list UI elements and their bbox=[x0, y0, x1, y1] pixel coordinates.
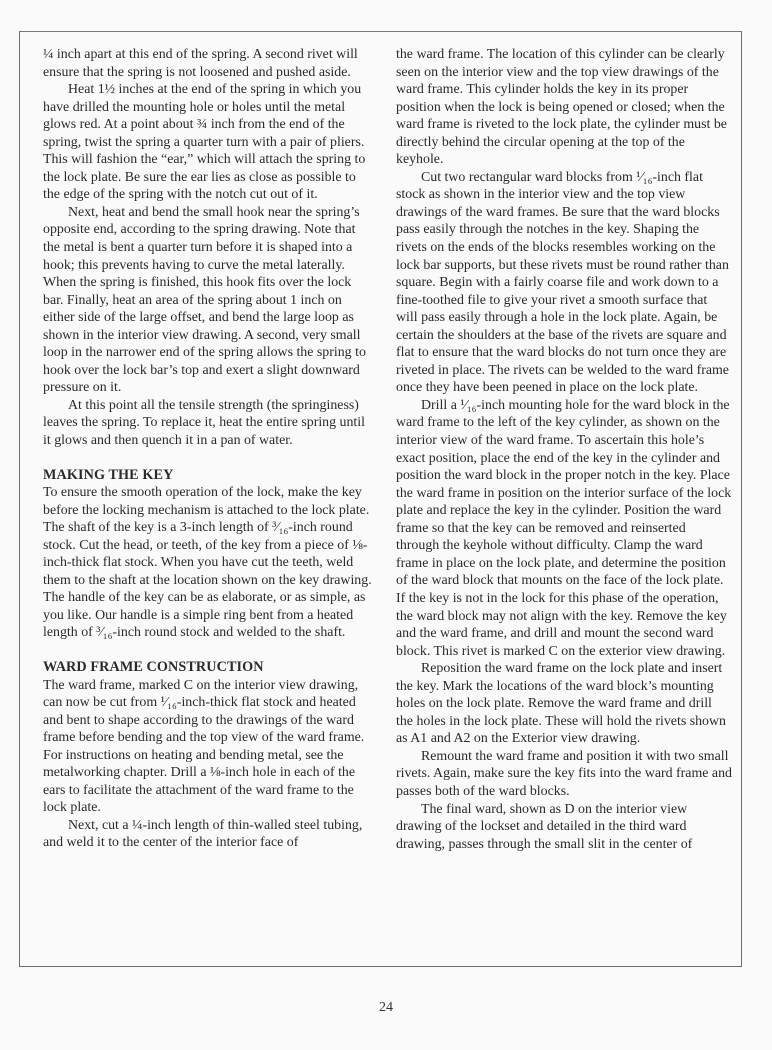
paragraph: To ensure the smooth operation of the lock, make the key before the locking mechanism is attached to the lock plate. The shaft of the key is a 3-inch length of ³⁄₁₆-inch round stock. Cut the head, or teeth, of the key from a piece of ⅛-inch-thick flat stock. When you have cut the teeth, weld them to the shaft at the location shown on the key drawing. The handle of the key can be as elaborate, or as simple, as you like. Our handle is a simple ring bent from a heated length of ³⁄₁₆-inch round stock and welded to the shaft. bbox=[43, 485, 372, 641]
paragraph: ¼ inch apart at this end of the spring. A second rivet will ensure that the spring is not loosened and pushed aside. bbox=[43, 47, 358, 80]
paragraph: The ward frame, marked C on the interior view drawing, can now be cut from ¹⁄₁₆-inch-thick flat stock and heated and bent to shape according to the drawings of the ward frame before bending and the top view of the ward frame. For instructions on heating and bending metal, see the metalworking chapter. Drill a ⅛-inch hole in each of the ears to facilitate the attachment of the ward frame to the lock plate. bbox=[43, 677, 365, 816]
section-heading-ward-frame-construction: WARD FRAME CONSTRUCTION bbox=[43, 659, 264, 675]
paragraph: The final ward, shown as D on the interior view drawing of the lockset and detailed in the third ward drawing, passes through the small slit in the center of bbox=[396, 801, 693, 852]
paragraph: Next, cut a ¼-inch length of thin-walled steel tubing, and weld it to the center of the interior face of bbox=[43, 817, 363, 851]
right-column bbox=[396, 46, 732, 853]
paragraph: the ward frame. The location of this cylinder can be clearly seen on the interior view and the top view drawings of the ward frame. This cylinder holds the key in its proper position when the lock is being opened or closed; when the ward frame is riveted to the lock plate, the cylinder must be directly behind the circular opening at the top of the keyhole. bbox=[396, 47, 727, 168]
paragraph: Remount the ward frame and position it with two small rivets. Again, make sure the key fits into the ward frame and passes both of the ward blocks. bbox=[396, 748, 732, 799]
section-spacer bbox=[43, 450, 375, 467]
page-number: 24 bbox=[379, 1000, 393, 1015]
section-spacer bbox=[43, 642, 375, 659]
left-column bbox=[43, 46, 375, 852]
paragraph: Reposition the ward frame on the lock plate and insert the key. Mark the locations of the ward block’s mounting holes on the lock plate. Remove the ward frame and drill the holes in the lock plate. These will hold the rivets shown as A1 and A2 on the Exterior view drawing. bbox=[396, 661, 726, 747]
paragraph: Drill a ¹⁄₁₆-inch mounting hole for the ward block in the ward frame to the left of the key cylinder, as shown on the interior view of the ward frame. To ascertain this hole’s exact position, place the end of the key in the cylinder and position the ward block in the proper notch in the key. Place the ward frame in position on the interior surface of the lock plate and replace the key in the cylinder. Position the ward frame so that the key can be removed and reinserted through the keyhole without difficulty. Clamp the ward frame in place on the lock plate, and determine the position of the ward block that mounts on the face of the lock plate. If the key is not in the lock for this phase of the operation, the ward block may not align with the key. Remove the key and the ward frame, and drill and mount the second ward block. This rivet is marked C on the exterior view drawing. bbox=[396, 397, 732, 659]
paragraph: Cut two rectangular ward blocks from ¹⁄₁₆-inch flat stock as shown in the interior view and the top view drawings of the ward frames. Be sure that the ward blocks pass easily through the notches in the key. Shaping the rivets on the ends of the blocks resembles working on the lock bar supports, but these rivets must be round rather than square. Begin with a fairly coarse file and work down to a fine-toothed file to give your rivet a smooth surface that will pass easily through a hole in the lock plate. Again, be certain the shoulders at the base of the rivets are square and flat to ensure that the ward blocks do not turn once they are riveted in place. The rivets can be welded to the ward frame once they have been peened in place on the lock plate. bbox=[396, 169, 729, 396]
paragraph: At this point all the tensile strength (the springiness) leaves the spring. To replace it, heat the entire spring until it glows and then quench it in a pan of water. bbox=[43, 397, 366, 449]
paragraph: Next, heat and bend the small hook near the spring’s opposite end, according to the spring drawing. Note that the metal is bent a quarter turn before it is shaped into a hook; this prevents having to curve the metal laterally. When the spring is finished, this hook fits over the lock bar. Finally, heat an area of the spring about 1 inch on either side of the large offset, and bend the large loop as shown in the interior view drawing. A second, very small loop in the narrower end of the spring allows the spring to hook over the lock bar’s top and exert a slight downward pressure on it. bbox=[43, 204, 366, 396]
paragraph: Heat 1½ inches at the end of the spring in which you have drilled the mounting hole or holes until the metal glows red. At a point about ¾ inch from the end of the spring, twist the spring a quarter turn with a pair of pliers. This will fashion the “ear,” which will attach the spring to the lock plate. Be sure the ear lies as close as possible to the edge of the spring with the notch cut out of it. bbox=[43, 82, 366, 203]
section-heading-making-the-key: MAKING THE KEY bbox=[43, 466, 174, 483]
